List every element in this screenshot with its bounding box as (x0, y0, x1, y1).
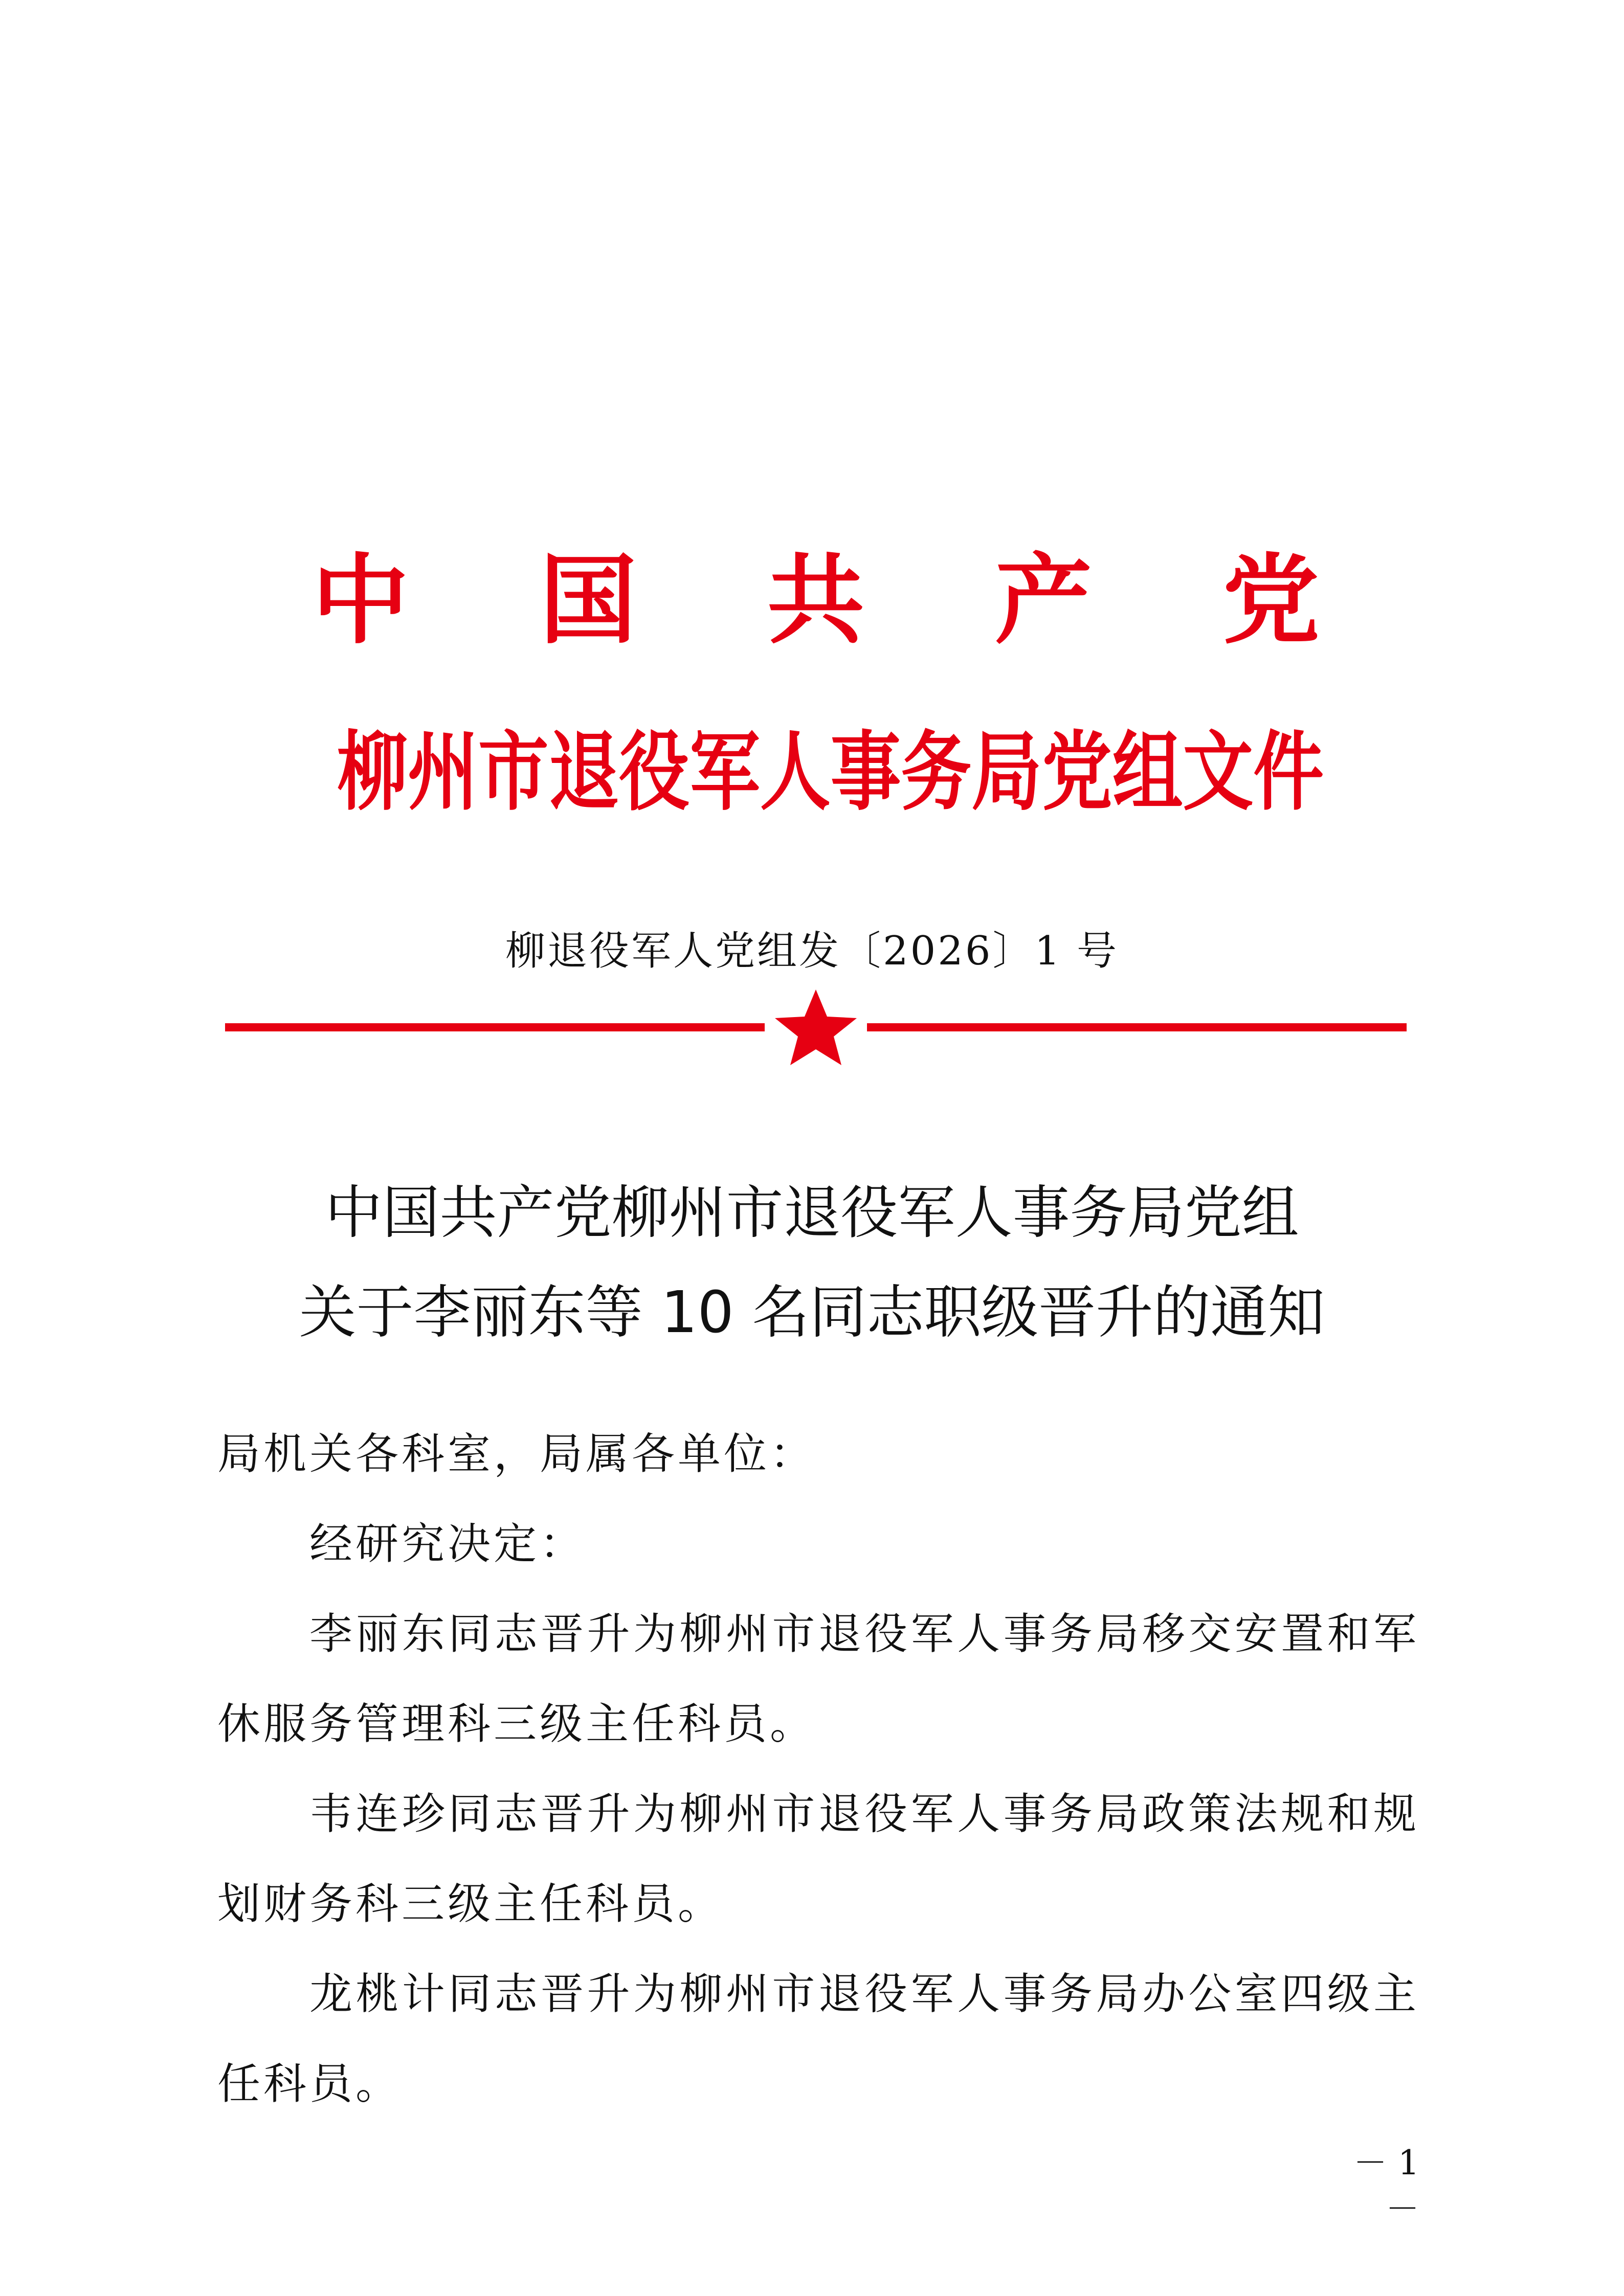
header-char: 务 (901, 722, 972, 822)
body-paragraph: 李丽东同志晋升为柳州市退役军人事务局移交安置和军休服务管理科三级主任科员。 (217, 1609, 1419, 1749)
page-number: － 1 － (1353, 2143, 1419, 2229)
header-char: 件 (1253, 722, 1324, 822)
document-body (217, 1409, 1419, 2129)
header-char: 中 (312, 544, 410, 657)
header-char: 役 (619, 722, 690, 822)
document-number: 柳退役军人党组发〔2026〕1 号 (505, 928, 1119, 974)
header-char: 组 (1112, 722, 1183, 822)
header-char: 柳 (337, 722, 408, 822)
document-title (0, 1163, 1624, 1363)
divider-line-left (225, 1023, 765, 1031)
body-paragraph: 韦连珍同志晋升为柳州市退役军人事务局政策法规和规划财务科三级主任科员。 (217, 1789, 1419, 1929)
header-char: 国 (539, 544, 637, 657)
title-line-1: 中国共产党柳州市退役军人事务局党组 (325, 1180, 1299, 1246)
red-header-office (337, 721, 1324, 823)
header-char: 人 (760, 722, 831, 822)
divider-line-right (867, 1023, 1407, 1031)
header-char: 州 (408, 722, 478, 822)
red-header-party (312, 544, 1320, 657)
header-char: 退 (548, 722, 619, 822)
header-char: 事 (830, 722, 901, 822)
red-divider (225, 989, 1407, 1066)
header-char: 产 (994, 544, 1092, 657)
header-char: 共 (767, 544, 864, 657)
header-char: 局 (971, 722, 1042, 822)
salutation: 局机关各科室，局属各单位： (217, 1429, 816, 1479)
header-char: 党 (1222, 544, 1320, 657)
header-char: 军 (689, 722, 760, 822)
body-paragraph: 经研究决定： (309, 1519, 586, 1569)
header-char: 党 (1041, 722, 1113, 822)
header-char: 文 (1183, 722, 1254, 822)
title-line-2: 关于李丽东等 10 名同志职级晋升的通知 (299, 1279, 1325, 1346)
body-paragraph: 龙桃计同志晋升为柳州市退役军人事务局办公室四级主任科员。 (217, 1969, 1419, 2109)
star-icon (775, 989, 857, 1065)
header-char: 市 (478, 722, 549, 822)
